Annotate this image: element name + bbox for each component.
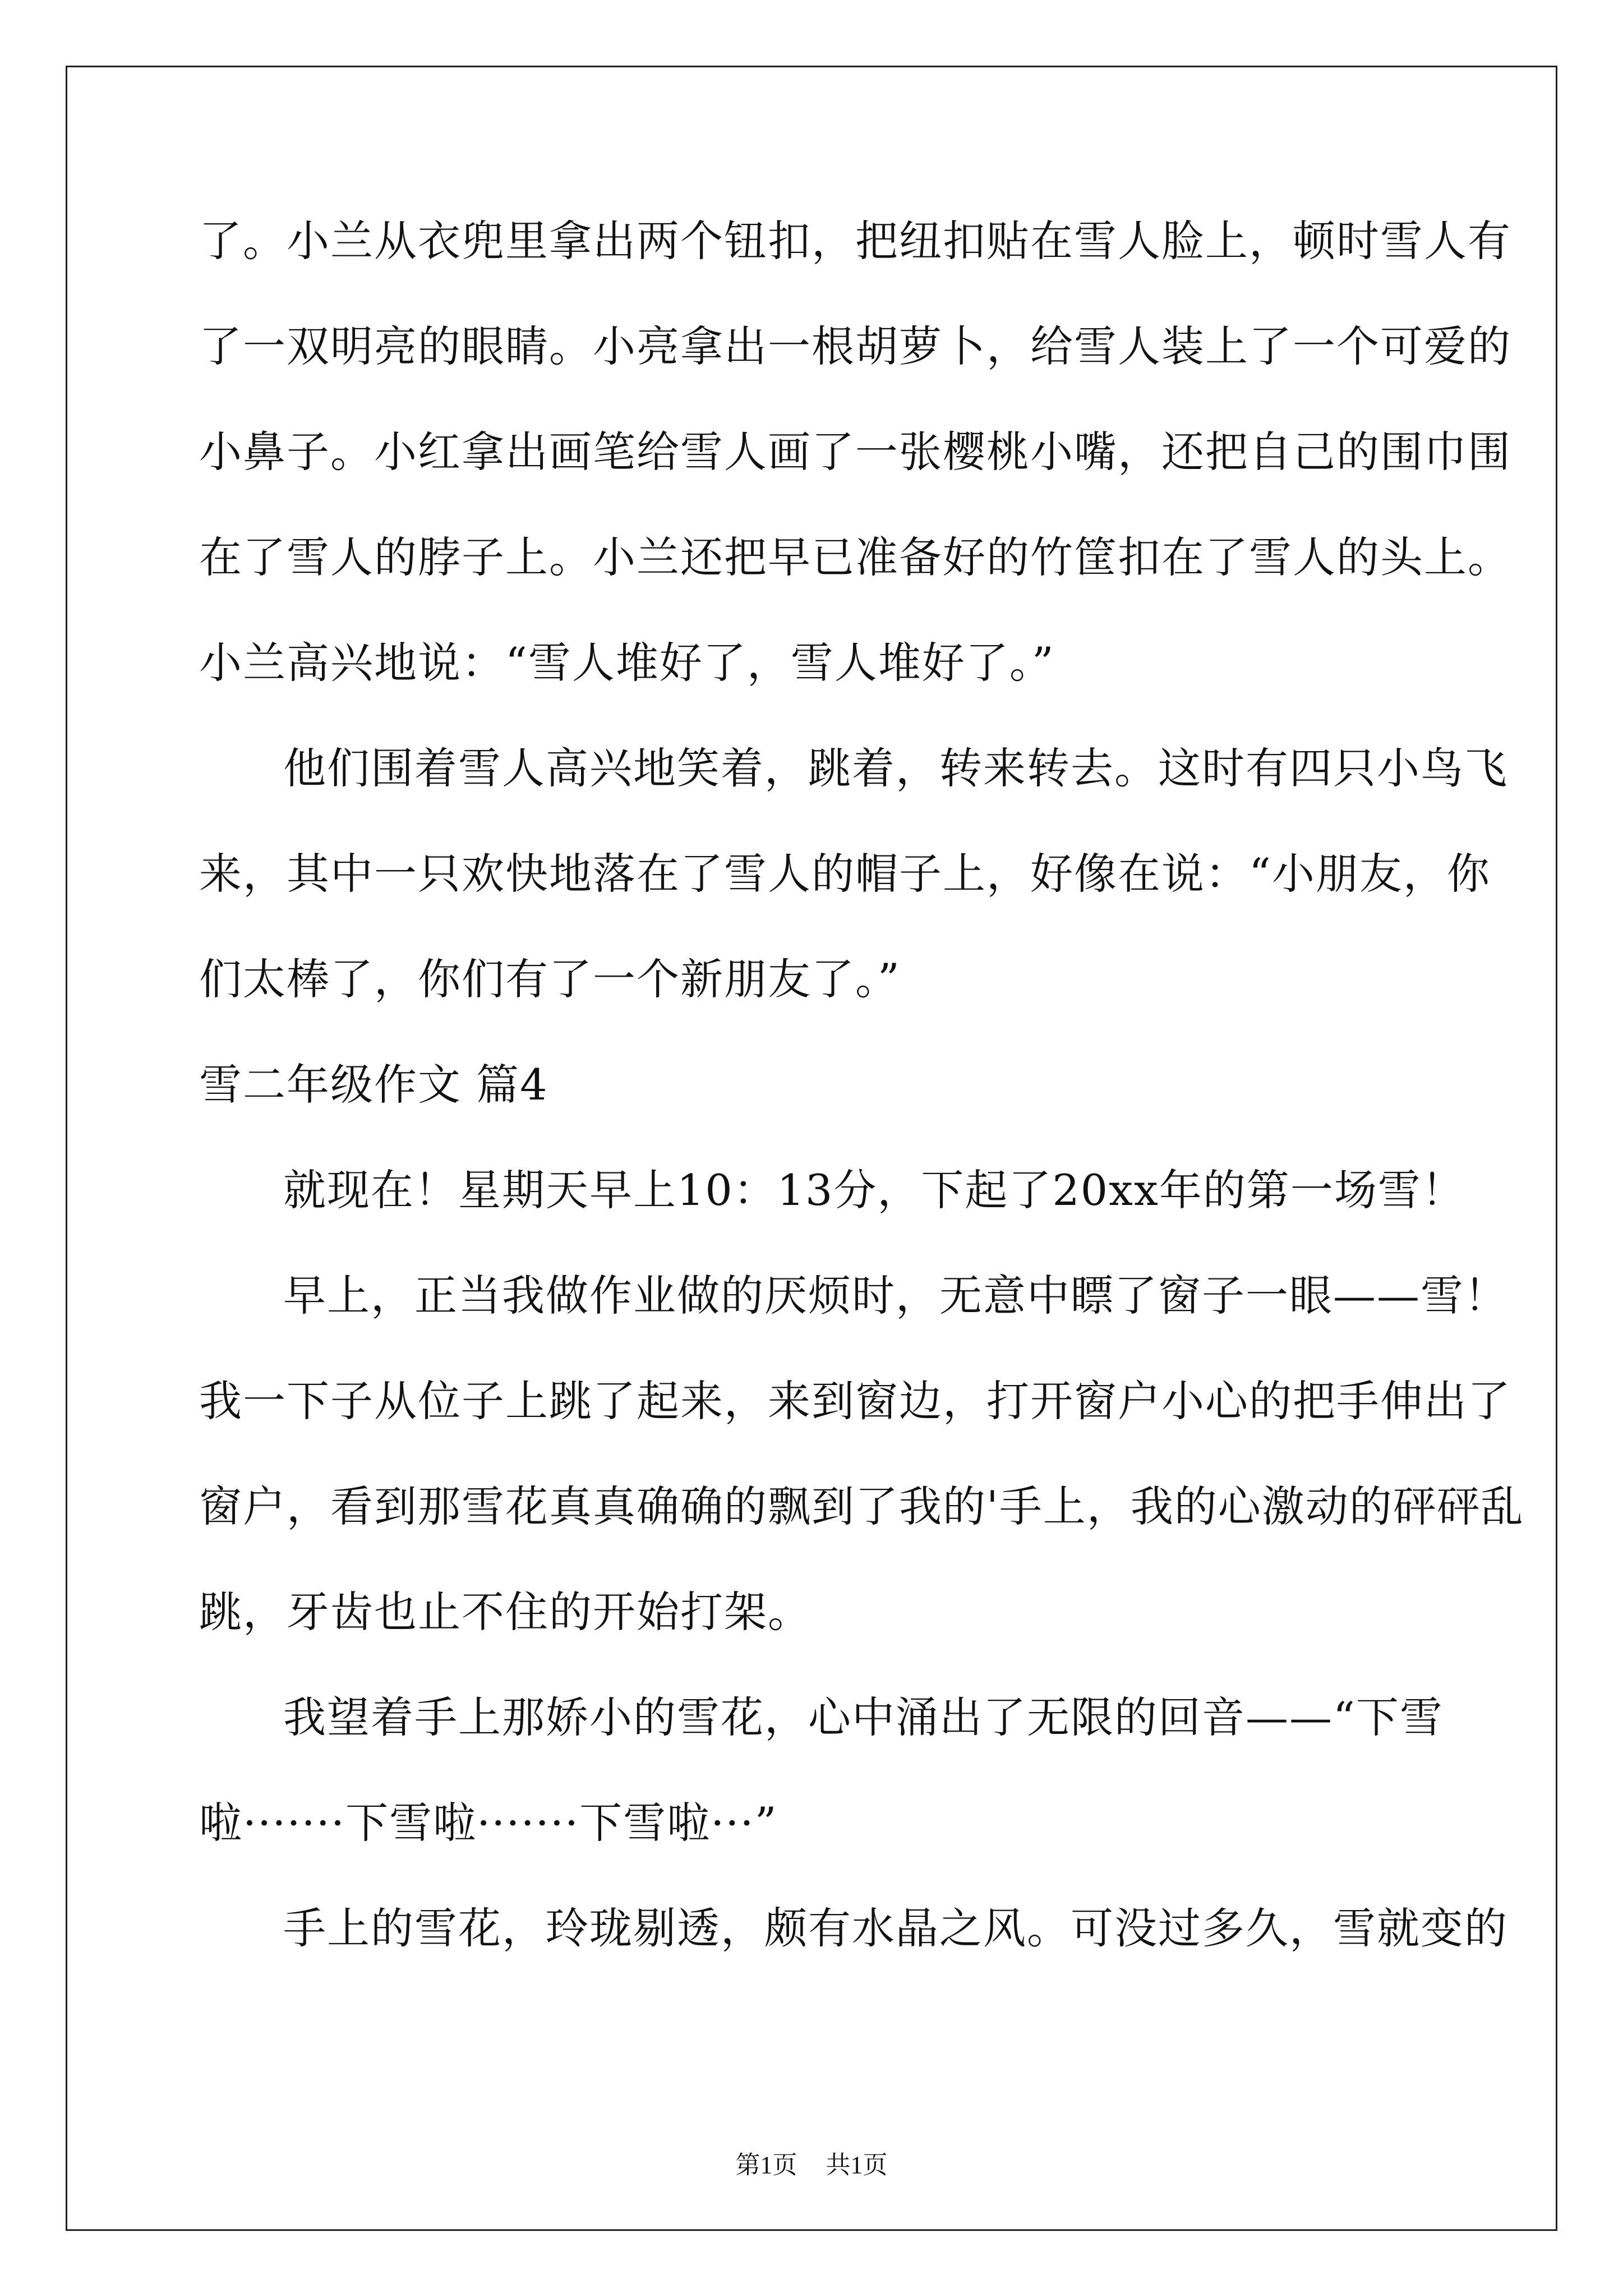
text-line: 了一双明亮的眼睛。小亮拿出一根胡萝卜，给雪人装上了一个可爱的 — [199, 321, 1511, 371]
text-line: 了。小兰从衣兜里拿出两个钮扣，把纽扣贴在雪人脸上，顿时雪人有 — [199, 216, 1511, 266]
text-line: 跳，牙齿也止不住的开始打架。 — [199, 1587, 811, 1637]
text-line: 在了雪人的脖子上。小兰还把早已准备好的竹筐扣在了雪人的头上。 — [199, 532, 1511, 582]
text-line: 手上的雪花，玲珑剔透，颇有水晶之风。可没过多久，雪就变的 — [283, 1903, 1508, 1953]
text-line: 们太棒了，你们有了一个新朋友了。” — [199, 954, 901, 1004]
text-line: 小鼻子。小红拿出画笔给雪人画了一张樱桃小嘴，还把自己的围巾围 — [199, 427, 1511, 477]
text-line: 他们围着雪人高兴地笑着，跳着，转来转去。这时有四只小鸟飞 — [283, 743, 1508, 793]
text-line: 啦·······下雪啦·······下雪啦···” — [199, 1798, 778, 1848]
page-number: 第1页 — [735, 2151, 797, 2179]
text-line: 早上，正当我做作业做的厌烦时，无意中瞟了窗子一眼——雪！ — [283, 1271, 1508, 1320]
text-line: 就现在！星期天早上10：13分，下起了20xx年的第一场雪！ — [283, 1165, 1465, 1215]
page-total: 共1页 — [826, 2151, 888, 2179]
text-line: 我一下子从位子上跳了起来，来到窗边，打开窗户小心的把手伸出了 — [199, 1376, 1511, 1426]
text-line: 窗户，看到那雪花真真确确的飘到了我的'手上，我的心激动的砰砰乱 — [199, 1481, 1524, 1531]
page-footer — [0, 2148, 1623, 2182]
text-line: 来，其中一只欢快地落在了雪人的帽子上，好像在说：“小朋友，你 — [199, 849, 1491, 899]
text-line: 我望着手上那娇小的雪花，心中涌出了无限的回音——“下雪 — [283, 1692, 1444, 1742]
section-heading: 雪二年级作文 篇4 — [199, 1060, 548, 1110]
text-line: 小兰高兴地说：“雪人堆好了，雪人堆好了。” — [199, 638, 1055, 688]
